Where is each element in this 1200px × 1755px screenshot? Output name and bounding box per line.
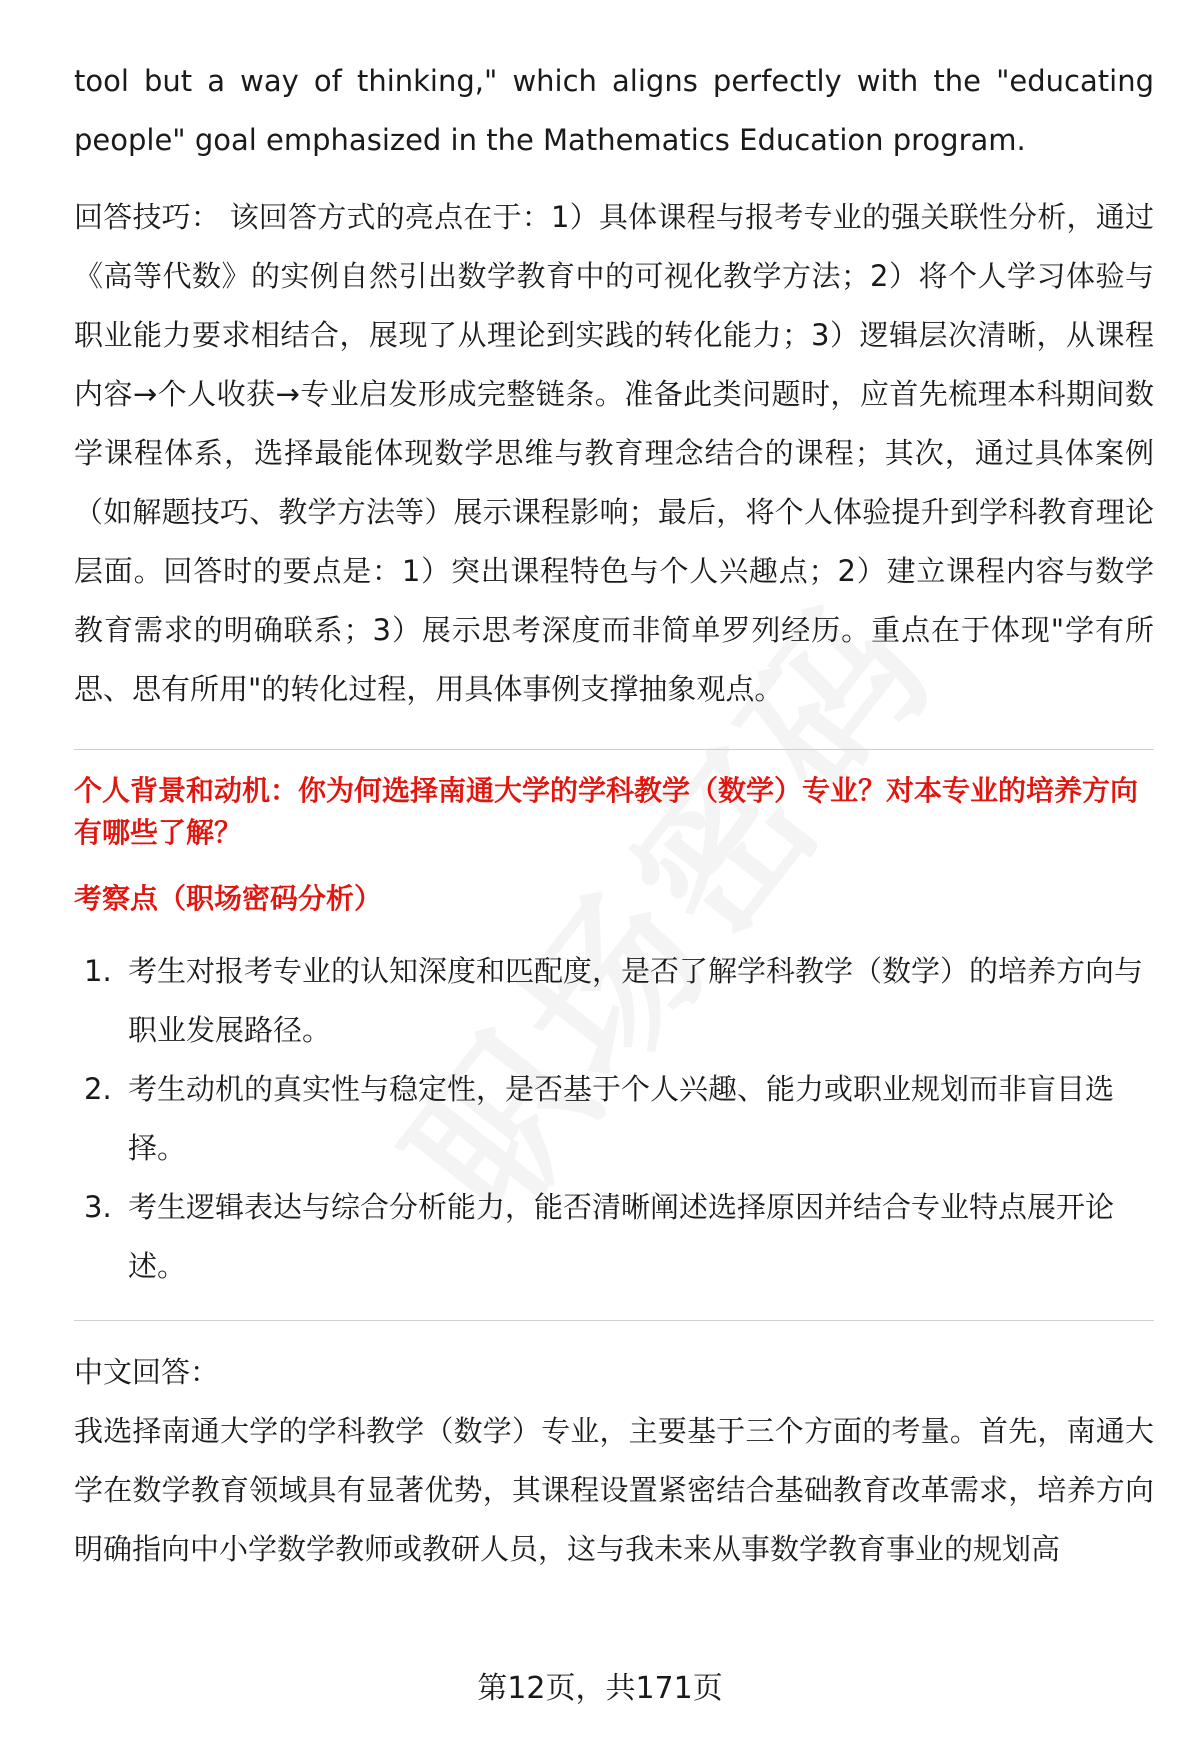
assessment-points-title: 考察点（职场密码分析）	[74, 882, 383, 915]
assessment-points-list	[74, 942, 1154, 1296]
list-item	[74, 1178, 1154, 1296]
list-item	[74, 942, 1154, 1060]
page-number-footer: 第12页，共171页	[477, 1671, 723, 1706]
list-item-text: 考生逻辑表达与综合分析能力，能否清晰阐述选择原因并结合专业特点展开论述。	[128, 1190, 1115, 1283]
page-content	[74, 52, 1154, 1579]
divider-top	[74, 749, 1154, 750]
intro-paragraph: tool but a way of thinking," which aligns perfectly with the "educating people" goal emphasized in the Mathematics Education program.	[74, 64, 1154, 157]
answer-body: 我选择南通大学的学科教学（数学）专业，主要基于三个方面的考量。首先，南通大学在数学教育领域具有显著优势，其课程设置紧密结合基础教育改革需求，培养方向明确指向中小学数学教师或教研人员，这与我未来从事数学教育事业的规划高	[74, 1414, 1154, 1566]
list-item-number: 1.	[84, 954, 112, 988]
list-item-number: 2.	[84, 1072, 112, 1106]
list-item	[74, 1060, 1154, 1178]
answer-tips-paragraph: 回答技巧： 该回答方式的亮点在于：1）具体课程与报考专业的强关联性分析，通过《高等代数》的实例自然引出数学教育中的可视化教学方法；2）将个人学习体验与职业能力要求相结合，展现了从理论到实践的转化能力；3）逻辑层次清晰，从课程内容→个人收获→专业启发形成完整链条。准备此类问题时，应首先梳理本科期间数学课程体系，选择最能体现数学思维与教育理念结合的课程；其次，通过具体案例（如解题技巧、教学方法等）展示课程影响；最后，将个人体验提升到学科教育理论层面。回答时的要点是：1）突出课程特色与个人兴趣点；2）建立课程内容与数学教育需求的明确联系；3）展示思考深度而非简单罗列经历。重点在于体现"学有所思、思有所用"的转化过程，用具体事例支撑抽象观点。	[74, 200, 1154, 706]
question-heading: 个人背景和动机：你为何选择南通大学的学科教学（数学）专业？对本专业的培养方向有哪些了解？	[74, 774, 1139, 849]
list-item-number: 3.	[84, 1190, 112, 1224]
list-item-text: 考生对报考专业的认知深度和匹配度，是否了解学科教学（数学）的培养方向与职业发展路径。	[128, 954, 1144, 1047]
divider-bottom	[74, 1320, 1154, 1321]
list-item-text: 考生动机的真实性与稳定性，是否基于个人兴趣、能力或职业规划而非盲目选择。	[128, 1072, 1115, 1165]
answer-label: 中文回答：	[74, 1355, 220, 1389]
